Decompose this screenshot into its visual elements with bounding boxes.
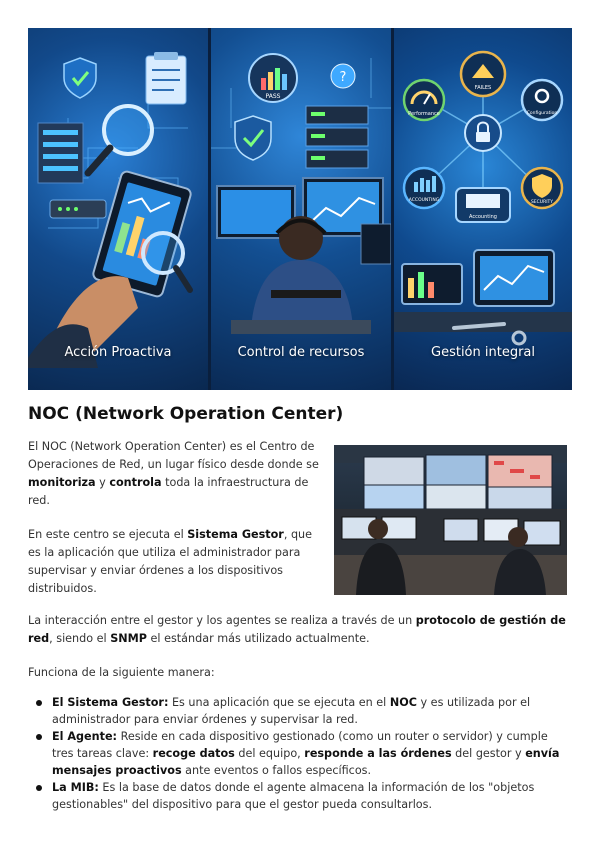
accounting-box-label: Accounting [469, 214, 497, 220]
hero-illustration [28, 28, 572, 390]
list-item [28, 694, 568, 728]
paragraph-how-it-works: Funciona de la siguiente manera: [28, 666, 215, 679]
accounting-label: ACCOUNTING [408, 198, 440, 203]
text-span: Es una aplicación que se ejecuta en el [168, 696, 390, 709]
panel-caption-proactive: Acción Proactiva [64, 345, 172, 360]
text-span: Reside en cada dispositivo gestionado (como un router o servidor) y cumple tres tareas clave: [52, 730, 548, 760]
text-span: En este centro se ejecuta el [28, 528, 188, 541]
bold-span: Sistema Gestor [187, 528, 284, 541]
paragraph-intro [28, 438, 320, 510]
panel-caption-integral: Gestión integral [431, 345, 535, 360]
text-span: Es la base de datos donde el agente almacena la información de los "objetos gestionables" del dispositivo para que el gestor pueda consultarlos. [52, 781, 535, 811]
panel-caption-resources: Control de recursos [237, 345, 365, 360]
bold-span: recoge datos [152, 747, 235, 760]
paragraph-protocol [28, 612, 568, 648]
bold-span: controla [109, 476, 162, 489]
hero-panel-proactive [28, 28, 208, 390]
page-title: NOC (Network Operation Center) [28, 404, 344, 424]
text-span: y es utilizada por el administrador para enviar órdenes y supervisar la red. [52, 696, 531, 726]
paragraph-manager [28, 526, 318, 598]
help-icon: ? [339, 70, 347, 85]
failes-label: FAILES [474, 85, 492, 91]
text-span: toda la infraestructura de red. [28, 476, 309, 507]
list-item [28, 779, 568, 813]
bold-span: monitoriza [28, 476, 96, 489]
pass-label: PASS [265, 93, 281, 100]
text-span: ante eventos o fallos específicos. [181, 764, 372, 777]
security-label: SECURITY [530, 200, 554, 205]
hero-panel-resources [211, 28, 391, 390]
bold-span: La MIB: [52, 781, 99, 794]
list-item [28, 728, 568, 779]
noc-photo-illustration [334, 445, 567, 595]
resources-illustration [211, 28, 391, 390]
text-span: del gestor y [451, 747, 526, 760]
text-span: El NOC (Network Operation Center) es el Centro de Operaciones de Red, un lugar físico desde donde se [28, 440, 319, 471]
proactive-illustration [28, 28, 208, 390]
bold-span: responde a las órdenes [304, 747, 452, 760]
text-span: el estándar más utilizado actualmente. [146, 632, 370, 645]
bold-span: NOC [389, 696, 417, 709]
components-list [28, 694, 568, 813]
bold-span: El Sistema Gestor: [52, 696, 169, 709]
bold-span: SNMP [110, 632, 147, 645]
integral-illustration [394, 28, 572, 390]
text-span: , que es la aplicación que utiliza el administrador para supervisar y enviar órdenes a los dispositivos distribuidos. [28, 528, 313, 595]
bold-span: protocolo de gestión de red [28, 614, 566, 645]
noc-photo [334, 445, 567, 595]
configuration-label: Configuration [526, 111, 558, 116]
performance-label: Performance [408, 111, 440, 117]
text-span: La interacción entre el gestor y los agentes se realiza a través de un [28, 614, 416, 627]
bold-span: El Agente: [52, 730, 118, 743]
bold-span: envía mensajes proactivos [52, 747, 560, 777]
text-span: , siendo el [49, 632, 111, 645]
hero-panel-integral [394, 28, 572, 390]
text-span: y [95, 476, 110, 489]
text-span: del equipo, [234, 747, 305, 760]
